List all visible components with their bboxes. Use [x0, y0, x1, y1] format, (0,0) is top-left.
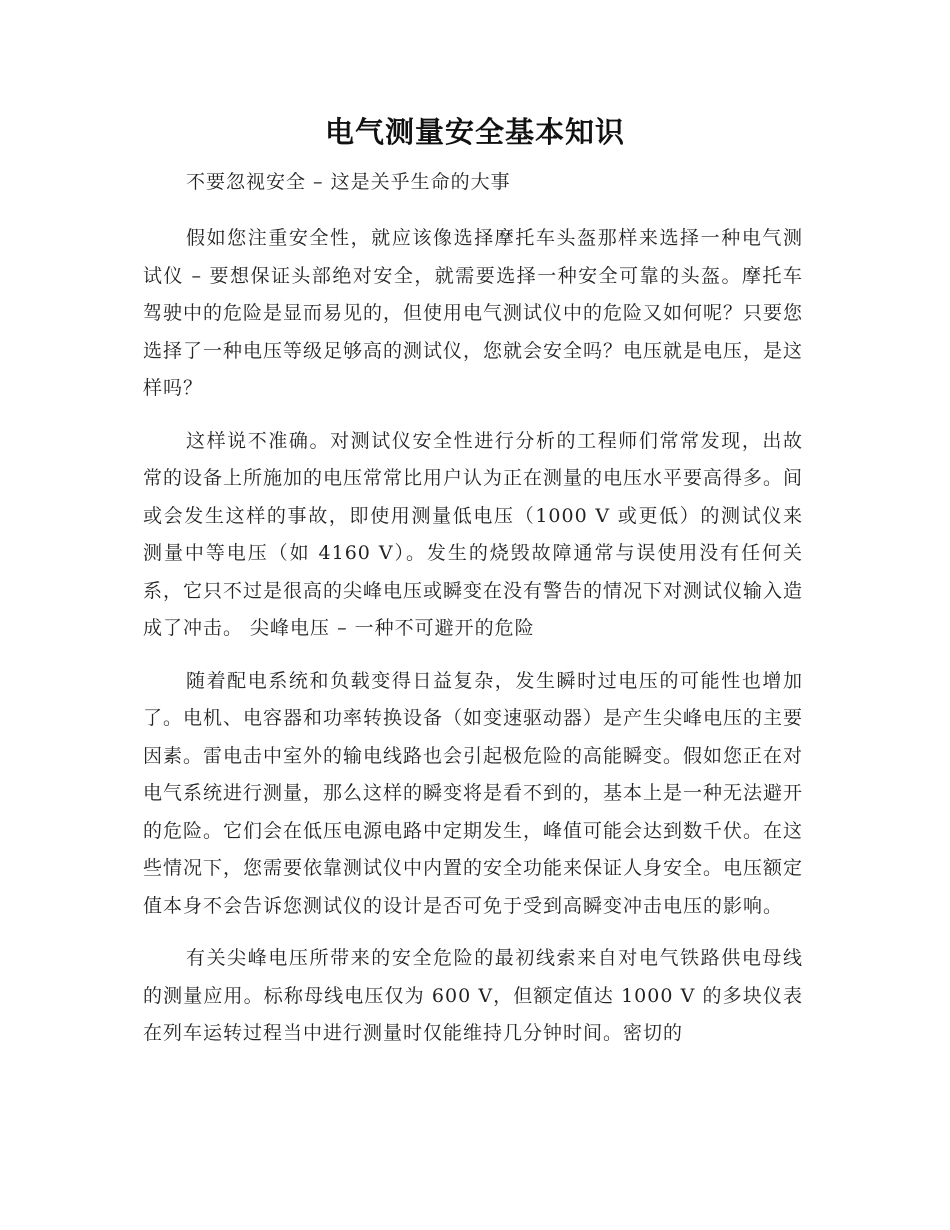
paragraph-transients: 随着配电系统和负载变得日益复杂，发生瞬时过电压的可能性也增加了。电机、电容器和功率转换设备（如变速驱动器）是产生尖峰电压的主要因素。雷电击中室外的输电线路也会引起极危险的高能瞬变。假如您正在对电气系统进行测量，那么这样的瞬变将是看不到的，基本上是一种无法避开的危险。它们会在低压电源电路中定期发生，峰值可能会达到数千伏。在这些情况下，您需要依靠测试仪中内置的安全功能来保证人身安全。电压额定值本身不会告诉您测试仪的设计是否可免于受到高瞬变冲击电压的影响。	[143, 669, 804, 917]
paragraph-railway-bus: 有关尖峰电压所带来的安全危险的最初线索来自对电气铁路供电母线的测量应用。标称母线电压仅为 600 V，但额定值达 1000 V 的多块仪表在列车运转过程当中进行测量时仅能维持几分钟时间。密切的	[143, 947, 803, 1044]
document-subtitle: 不要忽视安全 – 这是关乎生命的大事	[186, 171, 511, 193]
document-body	[143, 162, 803, 1053]
document-title: 电气测量安全基本知识	[324, 115, 625, 149]
paragraph-voltage-accuracy: 这样说不准确。对测试仪安全性进行分析的工程师们常常发现，出故常的设备上所施加的电压常常比用户认为正在测量的电压水平要高得多。间或会发生这样的事故，即使用测量低电压（1000 V 或更低）的测试仪来测量中等电压（如 4160 V）。发生的烧毁故障通常与误使用没有任何关系，它只不过是很高的尖峰电压或瞬变在没有警告的情况下对测试仪输入造成了冲击。 尖峰电压 – 一种不可避开的危险	[143, 429, 804, 639]
paragraph-helmet-analogy: 假如您注重安全性，就应该像选择摩托车头盔那样来选择一种电气测试仪 – 要想保证头部绝对安全，就需要选择一种安全可靠的头盔。摩托车驾驶中的危险是显而易见的，但使用电气测试仪中的危险又如何呢？只要您选择了一种电压等级足够高的测试仪，您就会安全吗？电压就是电压，是这样吗？	[143, 227, 804, 399]
